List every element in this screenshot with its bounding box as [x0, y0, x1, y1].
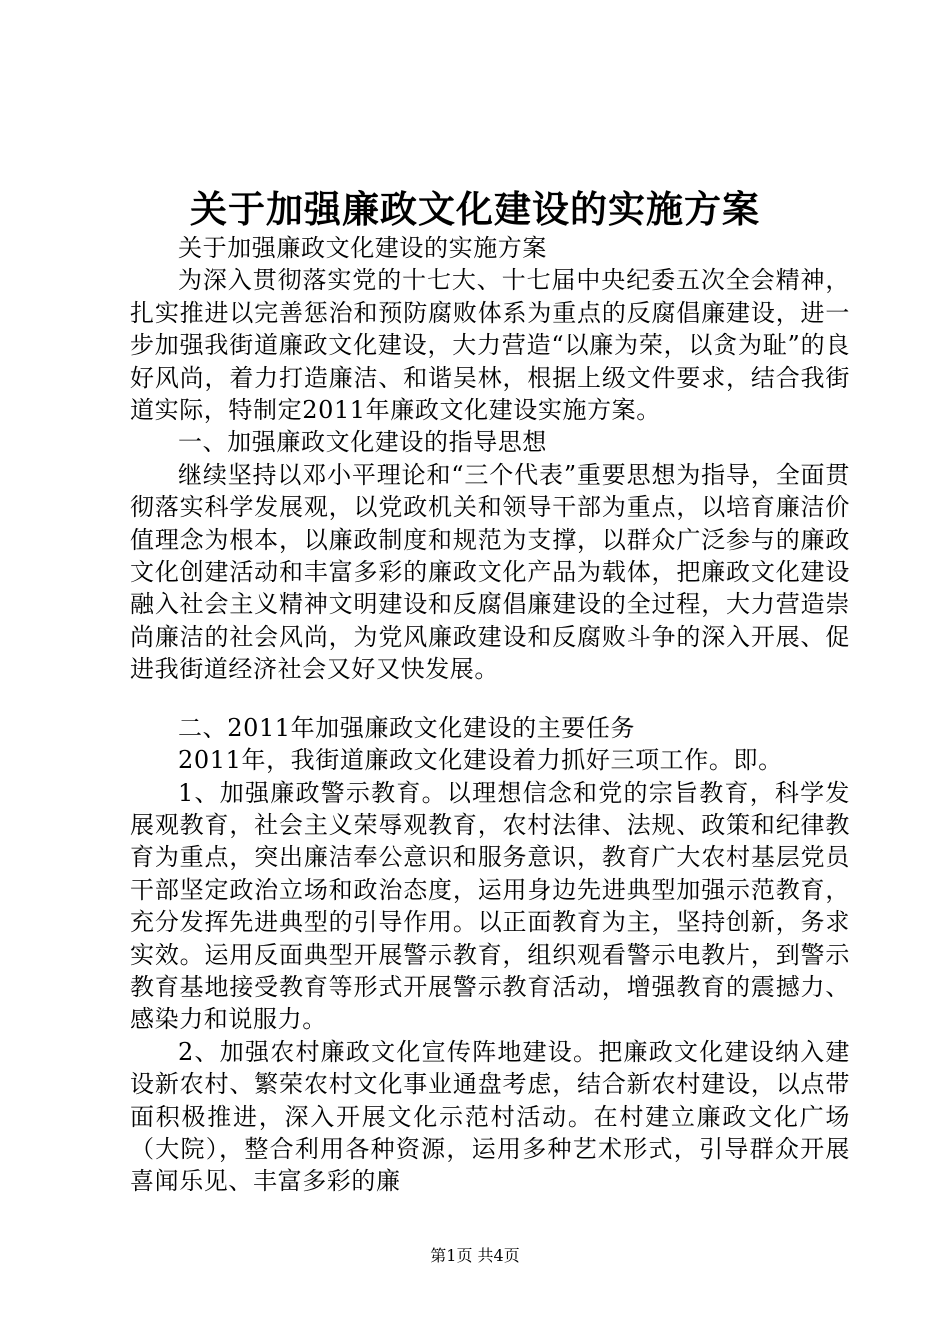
section-heading-guiding-thought: 一、加强廉政文化建设的指导思想 — [178, 428, 547, 457]
task-2-paragraph: 2、加强农村廉政文化宣传阵地建设。把廉政文化建设纳入建设新农村、繁荣农村文化事业通盘考虑，结合新农村建设，以点带面积极推进，深入开展文化示范村活动。在村建立廉政文化广场（大院），整合利用各种资源，运用多种艺术形式，引导群众开展喜闻乐见、丰富多彩的廉 — [130, 1037, 850, 1196]
section-heading-main-tasks: 二、2011年加强廉政文化建设的主要任务 — [178, 713, 636, 742]
document-body — [130, 232, 850, 1198]
intro-paragraph: 为深入贯彻落实党的十七大、十七届中央纪委五次全会精神，扎实推进以完善惩治和预防腐败体系为重点的反腐倡廉建设，进一步加强我街道廉政文化建设，大力营造“以廉为荣，以贪为耻”的良好风尚，着力打造廉洁、和谐吴林，根据上级文件要求，结合我街道实际，特制定2011年廉政文化建设实施方案。 — [130, 266, 850, 425]
document-title: 关于加强廉政文化建设的实施方案 — [190, 187, 760, 231]
task-1-paragraph: 1、加强廉政警示教育。以理想信念和党的宗旨教育，科学发展观教育，社会主义荣辱观教育，农村法律、法规、政策和纪律教育为重点，突出廉洁奉公意识和服务意识，教育广大农村基层党员干部坚定政治立场和政治态度，运用身边先进典型加强示范教育，充分发挥先进典型的引导作用。以正面教育为主，坚持创新，务求实效。运用反面典型开展警示教育，组织观看警示电教片，到警示教育基地接受教育等形式开展警示教育活动，增强教育的震撼力、感染力和说服力。 — [130, 778, 850, 1034]
page-number-footer: 第1页 共4页 — [430, 1246, 520, 1265]
guiding-thought-paragraph: 继续坚持以邓小平理论和“三个代表”重要思想为指导，全面贯彻落实科学发展观，以党政机关和领导干部为重点，以培育廉洁价值理念为根本，以廉政制度和规范为支撑，以群众广泛参与的廉政文化创建活动和丰富多彩的廉政文化产品为载体，把廉政文化建设融入社会主义精神文明建设和反腐倡廉建设的全过程，大力营造崇尚廉洁的社会风尚，为党风廉政建设和反腐败斗争的深入开展、促进我街道经济社会又好又快发展。 — [130, 460, 850, 684]
main-tasks-intro-paragraph: 2011年，我街道廉政文化建设着力抓好三项工作。即。 — [178, 746, 783, 775]
subtitle-paragraph: 关于加强廉政文化建设的实施方案 — [178, 234, 547, 262]
